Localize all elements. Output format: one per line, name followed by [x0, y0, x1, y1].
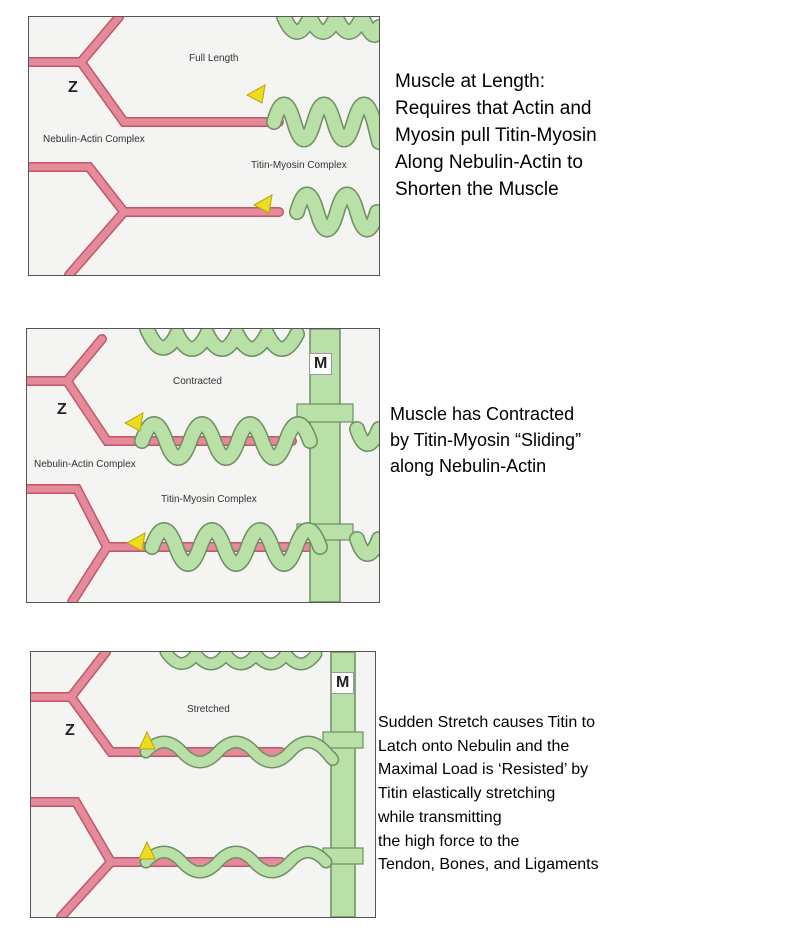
state-label: Contracted: [173, 376, 222, 387]
description-line: Requires that Actin and: [395, 98, 592, 119]
description-line: along Nebulin-Actin: [390, 456, 547, 476]
state-label: Full Length: [189, 53, 239, 64]
description-line: Titin elastically stretching: [378, 785, 556, 803]
titin-myosin-label: Titin-Myosin Complex: [161, 494, 257, 505]
nebulin-actin-filaments: [31, 652, 281, 917]
latch-markers: [247, 85, 272, 213]
description-line: Maximal Load is ‘Resisted’ by: [378, 761, 589, 779]
marker-triangle: [125, 413, 143, 431]
state-label: Stretched: [187, 704, 230, 715]
description-line: by Titin-Myosin “Sliding”: [390, 430, 582, 450]
titin-myosin-label: Titin-Myosin Complex: [251, 160, 347, 171]
description-line: the high force to the: [378, 832, 520, 850]
description-contracted: [390, 401, 581, 479]
m-line-label: M: [309, 353, 332, 375]
panel-stretched: [30, 651, 376, 918]
description-line: Sudden Stretch causes Titin to: [378, 714, 596, 731]
description-full-length: [395, 68, 597, 203]
panel-contracted: [26, 328, 380, 603]
marker-triangle: [247, 85, 265, 103]
description-line: Shorten the Muscle: [395, 179, 559, 200]
nebulin-actin-label: Nebulin-Actin Complex: [43, 134, 145, 145]
description-line: Tendon, Bones, and Ligaments: [378, 856, 599, 874]
nebulin-actin-label: Nebulin-Actin Complex: [34, 459, 136, 470]
nebulin-actin-filaments: [27, 339, 312, 602]
description-stretched: [378, 711, 599, 877]
description-line: Muscle at Length:: [395, 71, 545, 92]
m-line-label: M: [331, 672, 354, 694]
nebulin-actin-filaments: [29, 17, 279, 275]
z-disc-label: Z: [57, 401, 67, 418]
description-line: Along Nebulin-Actin to: [395, 152, 583, 173]
description-line: Latch onto Nebulin and the: [378, 737, 570, 755]
description-line: while transmitting: [378, 808, 502, 826]
z-disc-label: Z: [68, 79, 78, 96]
titin-myosin-coils: [146, 652, 333, 872]
stretched-diagram: [31, 652, 375, 917]
titin-myosin-coils: [274, 17, 379, 230]
description-line: Muscle has Contracted: [390, 404, 575, 424]
description-line: Myosin pull Titin-Myosin: [395, 125, 597, 146]
panel-full-length: [28, 16, 380, 276]
z-disc-label: Z: [65, 722, 75, 739]
